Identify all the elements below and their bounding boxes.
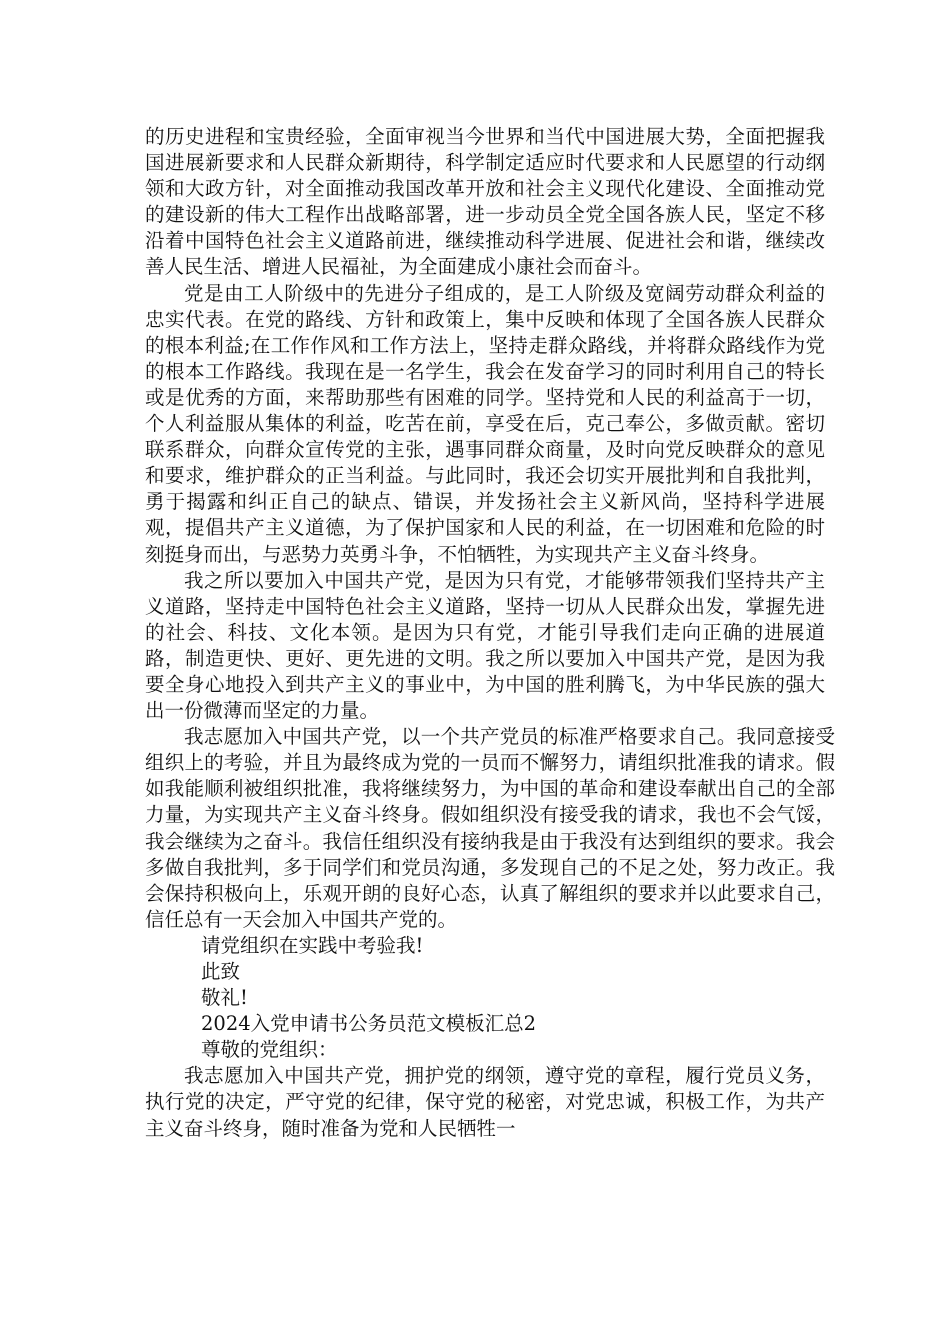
section-heading: 2024入党申请书公务员范文模板汇总2	[201, 1012, 537, 1036]
paragraph-reason-for-joining: 我之所以要加入中国共产党，是因为只有党，才能够带领我们坚持共产主义道路，坚持走中国特色社会主义道路，坚持一切从人民群众出发，掌握先进的社会、科技、文化本领。是因为只有党，才能引导我们走向正确的进展道路，制造更快、更好、更先进的文明。我之所以要加入中国共产党，是因为我要全身心地投入到共产主义的事业中，为中国的胜利腾飞，为中华民族的强大出一份微薄而坚定的力量。	[145, 568, 825, 723]
letter-greeting: 尊敬的党组织：	[201, 1038, 338, 1062]
paragraph-commitment: 我志愿加入中国共产党，以一个共产党员的标准严格要求自己。我同意接受组织上的考验，并且为最终成为党的一员而不懈努力，请组织批准我的请求。假如我能顺利被组织批准，我将继续努力，为中国的革命和建设奉献出自己的全部力量，为实现共产主义奋斗终身。假如组织没有接受我的请求，我也不会气馁，我会继续为之奋斗。我信任组织没有接纳我是由于我没有达到组织的要求。我会多做自我批判，多于同学们和党员沟通，多发现自己的不足之处，努力改正。我会保持积极向上，乐观开朗的良好心态，认真了解组织的要求并以此要求自己，信任总有一天会加入中国共产党的。	[145, 725, 835, 931]
paragraph-party-nature: 党是由工人阶级中的先进分子组成的，是工人阶级及宽阔劳动群众利益的忠实代表。在党的路线、方针和政策上，集中反映和体现了全国各族人民群众的根本利益;在工作作风和工作方法上，坚持走群众路线，并将群众路线作为党的根本工作路线。我现在是一名学生，我会在发奋学习的同时利用自己的特长或是优秀的方面，来帮助那些有困难的同学。坚持党和人民的利益高于一切，个人利益服从集体的利益，吃苦在前，享受在后，克己奉公，多做贡献。密切联系群众，向群众宣传党的主张，遇事同群众商量，及时向党反映群众的意见和要求，维护群众的正当利益。与此同时，我还会切实开展批判和自我批判，勇于揭露和纠正自己的缺点、错误，并发扬社会主义新风尚，坚持科学进展观，提倡共产主义道德，为了保护国家和人民的利益，在一切困难和危险的时刻挺身而出，与恶势力英勇斗争，不怕牺牲，为实现共产主义奋斗终身。	[145, 281, 825, 566]
document-body	[145, 124, 835, 1142]
salutation-jingli: 敬礼!	[201, 986, 248, 1010]
salutation-cizhi: 此致	[201, 960, 241, 983]
paragraph-final: 我志愿加入中国共产党，拥护党的纲领，遵守党的章程，履行党员义务，执行党的决定，严守党的纪律，保守党的秘密，对党忠诚，积极工作，为共产主义奋斗终身，随时准备为党和人民牺牲一	[145, 1064, 825, 1140]
closing-request: 请党组织在实践中考验我!	[201, 933, 424, 957]
paragraph-continuation: 的历史进程和宝贵经验，全面审视当今世界和当代中国进展大势，全面把握我国进展新要求和人民群众新期待，科学制定适应时代要求和人民愿望的行动纲领和大政方针，对全面推动我国改革开放和社会主义现代化建设、全面推动党的建设新的伟大工程作出战略部署，进一步动员全党全国各族人民，坚定不移沿着中国特色社会主义道路前进，继续推动科学进展、促进社会和谐，继续改善人民生活、增进人民福祉，为全面建成小康社会而奋斗。	[145, 125, 825, 279]
